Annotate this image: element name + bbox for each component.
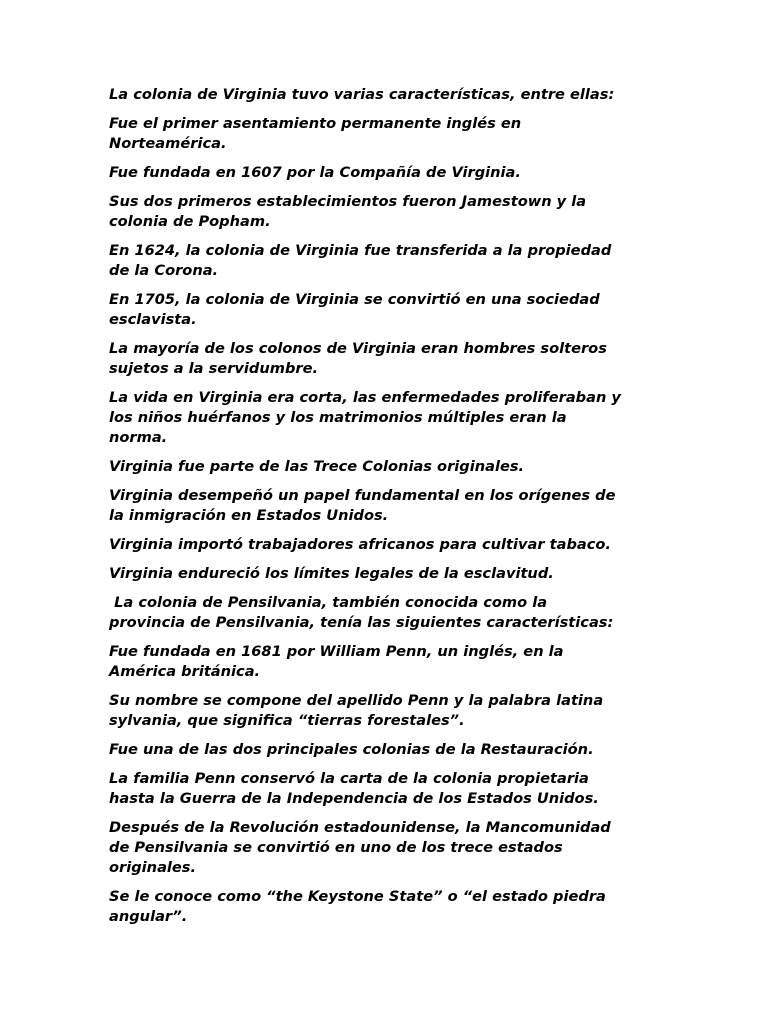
document-body [109, 85, 661, 936]
paragraph-immigration-role: Virginia desempeñó un papel fundamental en los orígenes de la inmigración en Estados Unidos. [109, 487, 616, 524]
paragraph-colonists: La mayoría de los colonos de Virginia eran hombres solteros sujetos a la servidumbre. [109, 340, 607, 377]
paragraph-penn-family-charter: La familia Penn conservó la carta de la colonia propietaria hasta la Guerra de la Independencia de los Estados Unidos. [109, 770, 599, 807]
paragraph-founded-1607: Fue fundada en 1607 por la Compañía de Virginia. [109, 164, 521, 181]
paragraph-legal-limits: Virginia endureció los límites legales de la esclavitud. [109, 565, 554, 582]
paragraph-commonwealth: Después de la Revolución estadounidense, la Mancomunidad de Pensilvania se convirtió en uno de los trece estados originales. [109, 819, 611, 876]
paragraph-life-in-virginia: La vida en Virginia era corta, las enfermedades proliferaban y los niños huérfanos y los matrimonios múltiples eran la norma. [109, 389, 621, 446]
paragraph-founded-1681: Fue fundada en 1681 por William Penn, un inglés, en la América británica. [109, 643, 564, 680]
paragraph-tobacco-workers: Virginia importó trabajadores africanos para cultivar tabaco. [109, 536, 611, 553]
paragraph-restoration-colony: Fue una de las dos principales colonias de la Restauración. [109, 741, 594, 758]
paragraph-name-origin: Su nombre se compone del apellido Penn y la palabra latina sylvania, que significa “tierras forestales”. [109, 692, 604, 729]
paragraph-first-establishments: Sus dos primeros establecimientos fueron Jamestown y la colonia de Popham. [109, 193, 587, 230]
paragraph-1624-crown: En 1624, la colonia de Virginia fue transferida a la propiedad de la Corona. [109, 242, 612, 279]
paragraph-keystone-state: Se le conoce como “the Keystone State” o “el estado piedra angular”. [109, 888, 606, 925]
paragraph-virginia-intro: La colonia de Virginia tuvo varias características, entre ellas: [109, 86, 615, 103]
paragraph-pennsylvania-intro: La colonia de Pensilvania, también conocida como la provincia de Pensilvania, tenía las siguientes características: [109, 594, 614, 631]
paragraph-1705-slavery: En 1705, la colonia de Virginia se convirtió en una sociedad esclavista. [109, 291, 600, 328]
paragraph-first-settlement: Fue el primer asentamiento permanente inglés en Norteamérica. [109, 115, 522, 152]
paragraph-thirteen-colonies: Virginia fue parte de las Trece Colonias originales. [109, 458, 525, 475]
